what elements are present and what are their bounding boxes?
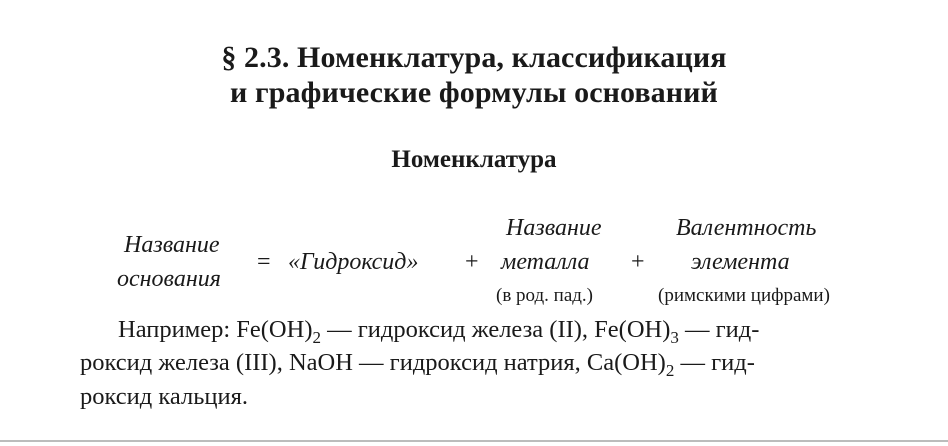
subsection-heading: Номенклатура <box>391 146 557 173</box>
formula-plus-sign: + <box>631 249 645 275</box>
page-bottom-rule <box>0 440 948 442</box>
formula-valence-note: (римскими цифрами) <box>658 285 830 306</box>
example-line-2: роксид железа (III), NaOH — гидроксид натрия, $Ca(OH)_2$ — гид- <box>80 349 755 380</box>
formula-valence-line-1: Валентность <box>676 215 817 241</box>
formula-valence-line-2: элемента <box>691 249 790 275</box>
formula-equals-sign: = <box>257 249 271 275</box>
formula-plus-sign: + <box>465 249 479 275</box>
formula-hydroxide-word: «Гидроксид» <box>288 249 419 275</box>
formula-base-name-line-2: основания <box>117 266 221 292</box>
section-title-line-2: и графические формулы оснований <box>230 76 718 109</box>
formula-base-name-line-1: Название <box>124 232 220 258</box>
section-title-line-1: § 2.3. Номенклатура, классификация <box>221 41 727 74</box>
formula-metal-name-line-2: металла <box>501 249 590 275</box>
example-line-1: Например: $Fe(OH)_2$ — гидроксид железа (II), $Fe(OH)_3$ — гид- <box>118 316 760 347</box>
formula-metal-note: (в род. пад.) <box>496 285 594 306</box>
formula-metal-name-line-1: Название <box>506 215 602 241</box>
example-line-3: роксид кальция. <box>80 383 249 410</box>
